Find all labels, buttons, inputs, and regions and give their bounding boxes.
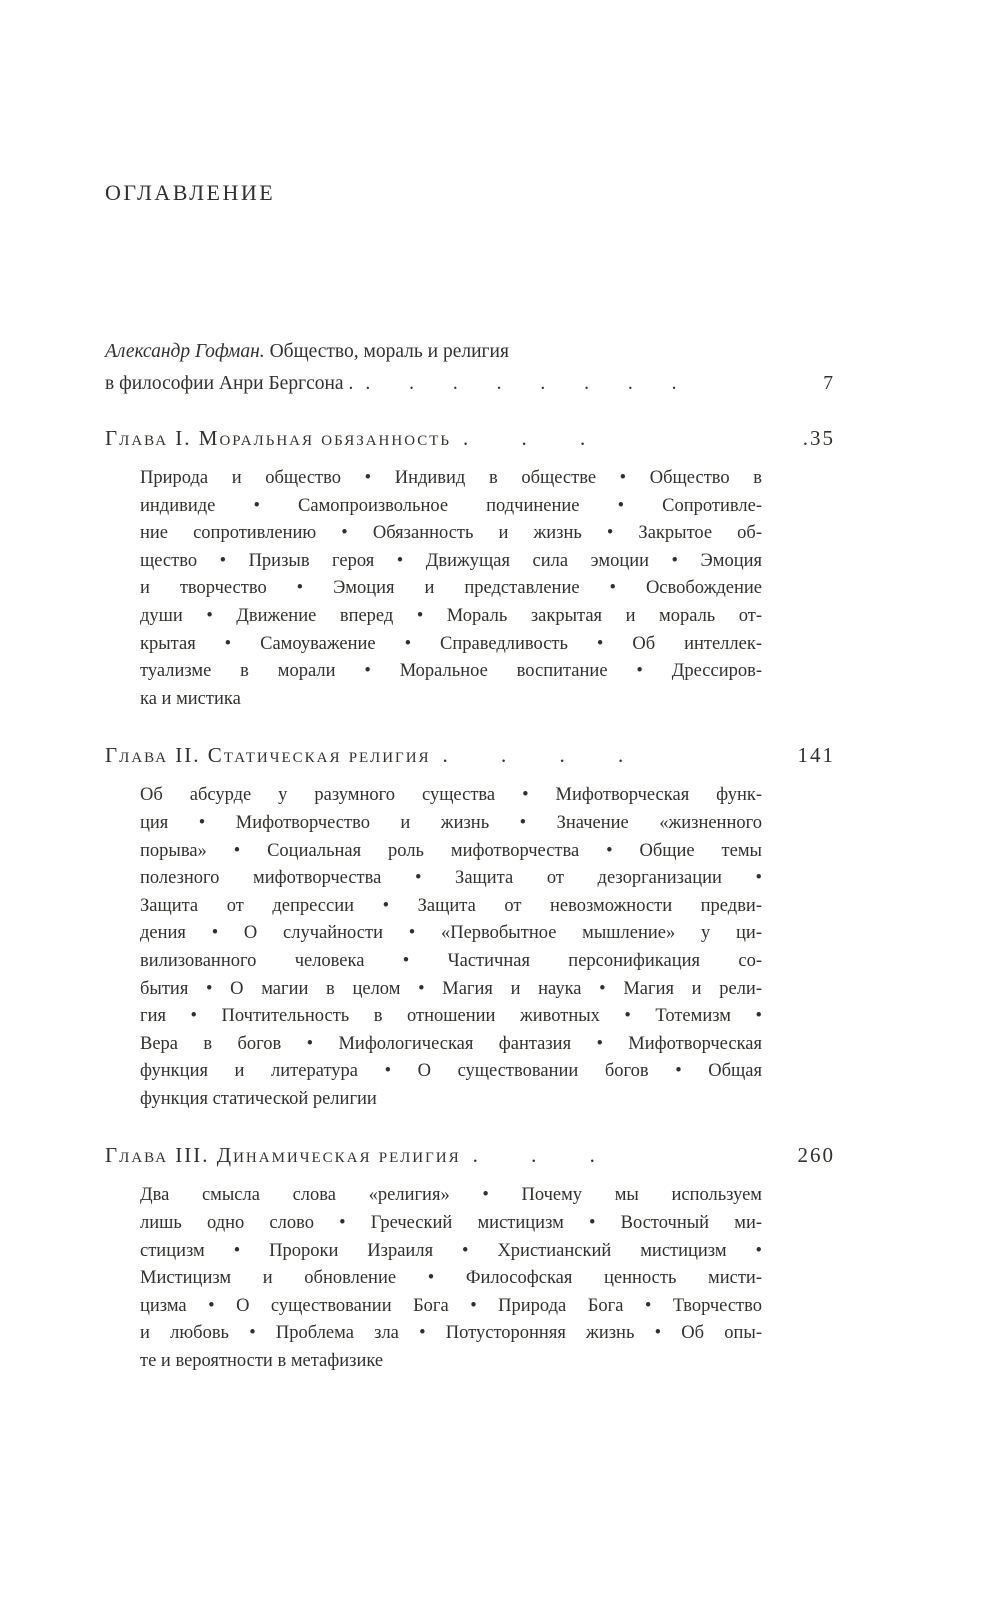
toc-chapter-1 [105,426,835,713]
chapter-heading: Глава III. Динамическая религия [105,1143,461,1168]
topic-line: дения • О случайности • «Первобытное мышление» у ци- [140,923,762,944]
page-number: 260 [797,1143,835,1168]
chapter-topics [140,782,762,1113]
page-title: ОГЛАВЛЕНИЕ [105,180,276,205]
topic-line: ка и мистика [140,688,241,709]
topic-line: крытая • Самоуважение • Справедливость • Об интеллек- [140,633,762,654]
intro-title-text-2: в философии Анри Бергсона . [105,373,354,394]
chapter-heading: Глава II. Статическая религия [105,743,431,768]
intro-page-row [105,368,835,400]
toc-chapter-3 [105,1143,835,1375]
topic-line: Вера в богов • Мифологическая фантазия • Мифотворческая [140,1033,762,1054]
topic-line: порыва» • Социальная роль мифотворчества • Общие темы [140,840,762,861]
topic-line: ние сопротивлению • Обязанность и жизнь • Закрытое об- [140,523,762,544]
dot-leader: . . . . [442,743,624,768]
dot-leader: . . . . . . . . [365,373,677,394]
topic-line: Мистицизм и обновление • Философская ценность мисти- [140,1268,762,1289]
intro-title-text: Общество, мораль и религия [264,341,509,362]
chapter-heading-row [105,426,835,451]
chapter-heading-row [105,743,835,768]
topic-line: стицизм • Пророки Израиля • Христианский мистицизм • [140,1240,762,1261]
intro-author: Александр Гофман. [105,341,265,362]
page-number: .35 [802,426,835,450]
topic-line: бытия • О магии в целом • Магия и наука • Магия и рели- [140,978,762,999]
topic-line: функция и литература • О существовании богов • Общая [140,1061,762,1082]
topic-line: Два смысла слова «религия» • Почему мы используем [140,1185,762,1206]
topic-line: ция • Мифотворчество и жизнь • Значение «жизненного [140,812,762,833]
topic-line: щество • Призыв героя • Движущая сила эмоции • Эмоция [140,550,762,571]
topic-line: туализме в морали • Моральное воспитание • Дрессиров- [140,661,762,682]
topic-line: гия • Почтительность в отношении животных • Тотемизм • [140,1006,762,1027]
topic-line: Природа и общество • Индивид в обществе • Общество в [140,468,762,488]
toc-chapter-2 [105,743,835,1113]
topic-line: цизма • О существовании Бога • Природа Бога • Творчество [140,1295,762,1316]
topic-line: функция статической религии [140,1088,377,1109]
chapter-topics [140,1182,762,1375]
dot-leader: . . . [463,426,586,450]
toc-page [105,180,835,1406]
chapter-topics [140,465,762,713]
topic-line: вилизованного человека • Частичная персонификация со- [140,950,762,971]
topic-line: и творчество • Эмоция и представление • Освобождение [140,578,762,599]
topic-line: Об абсурде у разумного существа • Мифотворческая функ- [140,785,762,806]
topic-line: Защита от депрессии • Защита от невозможности предви- [140,895,762,916]
topic-line: лишь одно слово • Греческий мистицизм • Восточный ми- [140,1213,762,1234]
chapter-heading: Глава I. Моральная обязанность [105,426,452,450]
topic-line: души • Движение вперед • Мораль закрытая и мораль от- [140,605,762,626]
topic-line: индивиде • Самопроизвольное подчинение • Сопротивле- [140,495,762,516]
topic-line: полезного мифотворчества • Защита от дезорганизации • [140,868,762,889]
toc-intro-entry [105,336,835,400]
page-number: 7 [823,373,835,394]
topic-line: те и вероятности в метафизике [140,1351,384,1372]
page-number: 141 [797,743,835,768]
intro-title-line [105,336,835,368]
chapter-heading-row [105,1143,835,1168]
dot-leader: . . . [472,1143,595,1168]
topic-line: и любовь • Проблема зла • Потусторонняя жизнь • Об опы- [140,1323,762,1344]
